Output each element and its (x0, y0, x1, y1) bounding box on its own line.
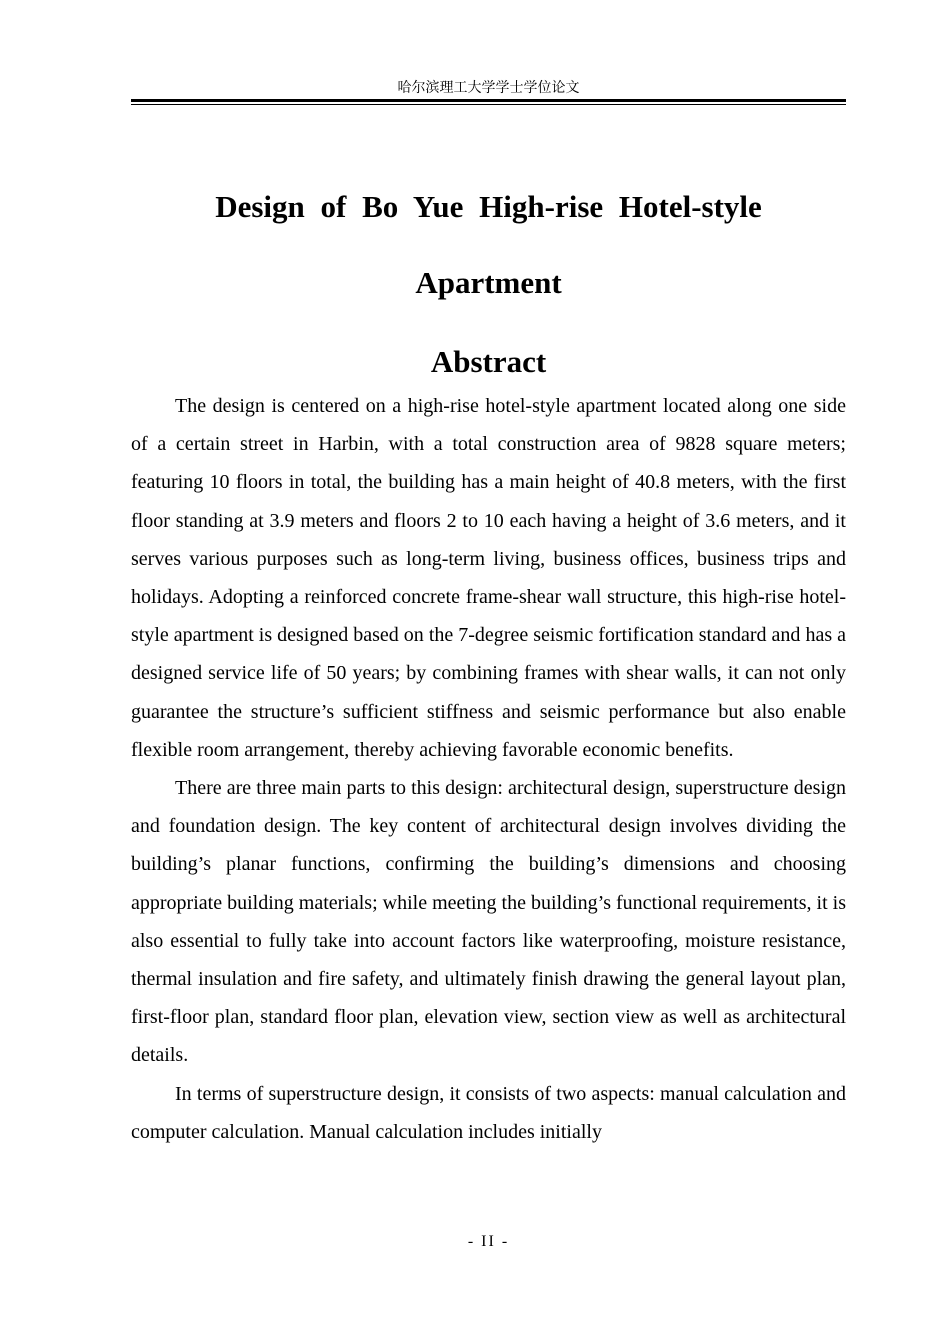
thesis-title-line-2: Apartment (415, 264, 562, 300)
running-header: 哈尔滨理工大学学士学位论文 (397, 80, 580, 96)
abstract-paragraph-1: The design is centered on a high-rise hotel-style apartment located along one side of a certain street in Harbin, with a total construction area of 9828 square meters; featuring 10 floors in total, the building has a main height of 40.8 meters, with the first floor standing at 3.9 meters and floors 2 to 10 each having a height of 3.6 meters, and it serves various purposes such as long-term living, business offices, business trips and holidays. Adopting a reinforced concrete frame-shear wall structure, this high-rise hotel-style apartment is designed based on the 7-degree seismic fortification standard and has a designed service life of 50 years; by combining frames with shear walls, it can not only guarantee the structure’s sufficient stiffness and seismic performance but also enable flexible room arrangement, thereby achieving favorable economic benefits. (131, 395, 846, 761)
header-double-rule (131, 99, 846, 105)
thesis-title (131, 169, 846, 321)
abstract-paragraph-3: In terms of superstructure design, it consists of two aspects: manual calculation and computer calculation. Manual calculation includes initially (131, 1082, 846, 1143)
abstract-body (131, 387, 846, 1225)
abstract-paragraph-2: There are three main parts to this design: architectural design, superstructure design and foundation design. The key content of architectural design involves dividing the building’s planar functions, confirming the building’s dimensions and choosing appropriate building materials; while meeting the building’s functional requirements, it is also essential to fully take into account factors like waterproofing, moisture resistance, thermal insulation and fire safety, and ultimately finish drawing the general layout plan, first-floor plan, standard floor plan, elevation view, section view as well as architectural details. (131, 777, 846, 1067)
abstract-heading: Abstract (430, 343, 547, 379)
thesis-title-line-1: Design of Bo Yue High-rise Hotel-style (215, 188, 762, 224)
page-number: - II - (467, 1233, 510, 1250)
